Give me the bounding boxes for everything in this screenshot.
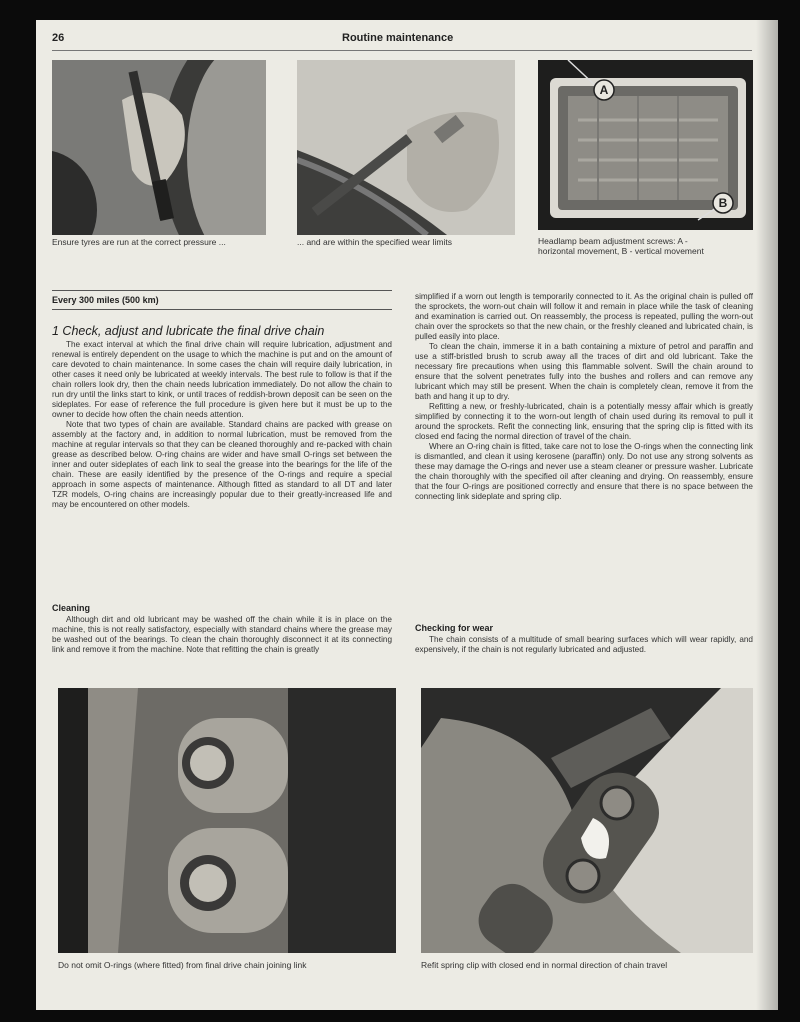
right-column-text <box>415 292 753 502</box>
spring-clip-photo <box>421 688 753 953</box>
headlamp-photo <box>538 60 753 230</box>
page-header-title: Routine maintenance <box>342 32 454 44</box>
right-paragraph-1: simplified if a worn out length is temporarily connected to it. As the original chain is pulled off the sprockets, the worn-out chain will follow it and remain in place while the task of cleaning and examination is carried out. On reassembly, the process is repeated, pulling the worn-out chain over the sprockets so that the new chain, or the freshly cleaned and lubricated chain, is pulled easily into place. <box>415 292 753 341</box>
section-divider-bottom <box>52 309 392 310</box>
page-number: 26 <box>52 32 65 44</box>
spring-clip-caption: Refit spring clip with closed end in normal direction of chain travel <box>421 960 668 970</box>
headlamp-caption-line2: horizontal movement, B - vertical movement <box>538 246 704 256</box>
page-edge-shadow <box>756 20 778 1010</box>
tread-depth-caption: ... and are within the specified wear limits <box>297 237 452 247</box>
wear-heading: Checking for wear <box>415 623 494 633</box>
joining-link-caption: Do not omit O-rings (where fitted) from final drive chain joining link <box>58 960 307 970</box>
cleaning-paragraph: Although dirt and old lubricant may be washed off the chain while it is in place on the machine, this is not really satisfactory, especially with standard chains where the grease may be washed out of the bearings. To clean the chain thoroughly disconnect it at its connecting link and remove it from the machine. Note that refitting the chain is greatly <box>52 615 392 654</box>
chain-joining-link-photo <box>58 688 396 953</box>
right-paragraph-2: To clean the chain, immerse it in a bath containing a mixture of petrol and paraffin and use a stiff-bristled brush to scrub away all the traces of dirt and old lubricant. Take the necessary fire precautions when using this flammable solvent. Swill the chain around to ensure that the solvent penetrates fully into the bushes and rollers and can remove any lubricant which may still be present. When the chain is completely clean, remove it from the bath and hang it up to dry. <box>415 342 753 401</box>
header-divider <box>52 50 752 51</box>
right-paragraph-4: Where an O-ring chain is fitted, take care not to lose the O-rings when the connecting link is dismantled, and clean it using kerosene (paraffin) only. Do not use any strong solvents as these may damage the O-rings and never use a steam cleaner or pressure washer. Lubricate the chain thoroughly with the specified oil after cleaning and drying. On reassembly, ensure that the four O-rings are positioned correctly and ensure that there is no space between the connecting link sideplate and spring clip. <box>415 442 753 501</box>
intro-paragraph-2: Note that two types of chain are available. Standard chains are packed with grease on assembly at the factory and, in addition to normal lubrication, must be removed from the machine at regular intervals so that they can be cleaned thoroughly and re-packed with chain grease as described below. O-ring chains are wider and have small O-rings set between the inner and outer sideplates of each link to seal the grease into the bearings for the life of the chain. These are easily identified by the presence of the O-rings and require a special approach in some aspects of maintenance. Although fitted as standard to all DT and later TZR models, O-ring chains are increasingly popular due to their greatly-increased life and may be encountered on other models. <box>52 420 392 509</box>
headlamp-caption-line1: Headlamp beam adjustment screws: A - <box>538 236 688 246</box>
manual-page <box>36 20 778 1010</box>
section-divider-top <box>52 290 392 291</box>
tyre-pressure-photo <box>52 60 266 235</box>
wear-paragraph: The chain consists of a multitude of small bearing surfaces which will wear rapidly, and expensively, if the chain is not regularly lubricated and adjusted. <box>415 635 753 654</box>
interval-heading: Every 300 miles (500 km) <box>52 295 159 305</box>
cleaning-text <box>52 615 392 655</box>
marker-b: B <box>718 196 728 210</box>
marker-a: A <box>599 83 609 97</box>
cleaning-heading: Cleaning <box>52 603 91 613</box>
procedure-heading: 1 Check, adjust and lubricate the final drive chain <box>52 324 325 338</box>
tyre-pressure-caption: Ensure tyres are run at the correct pressure ... <box>52 237 226 247</box>
tread-depth-photo <box>297 60 515 235</box>
right-paragraph-3: Refitting a new, or freshly-lubricated, chain is a potentially messy affair which is greatly simplified by connecting it to the worn-out length of chain used during its removal to pull it around the sprockets. Refit the connecting link, ensuring that the spring clip is fitted with its closed end facing the normal direction of travel of the chain. <box>415 402 753 441</box>
intro-paragraph-1: The exact interval at which the final drive chain will require lubrication, adjustment and renewal is entirely dependent on the usage to which the machine is put and on the amount of care devoted to chain maintenance. In some cases the chain will require daily lubrication, in other cases it need only be lubricated at weekly intervals. The best rule to follow is that if the chain rollers look dry, then the chain needs lubrication immediately. Do not allow the chain to run dry until the links start to kink, or until traces of reddish-brown deposit can be seen on the sideplates. For ease of reference the full procedure is given here but it must be up to the owner to decide how often the chain needs attention. <box>52 340 392 419</box>
wear-text <box>415 635 753 655</box>
left-column-intro <box>52 340 392 510</box>
